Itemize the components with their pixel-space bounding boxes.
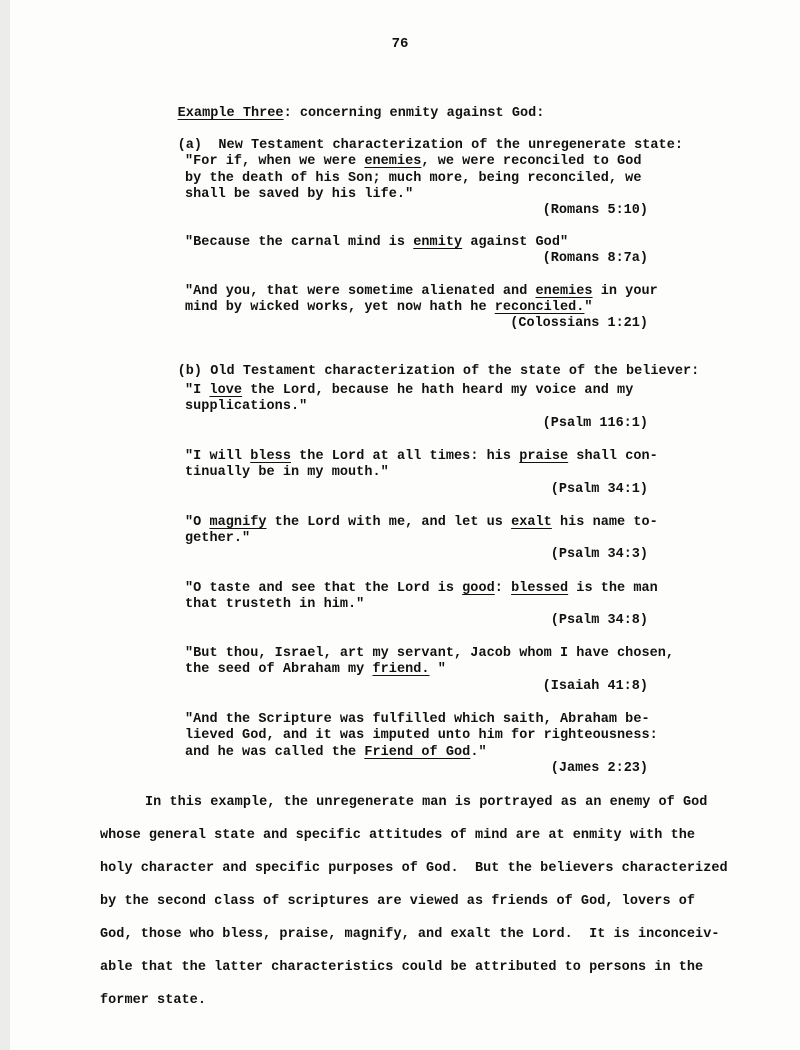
quote-text: the Lord, because he hath heard my voice and my bbox=[242, 383, 634, 398]
quote-text: ." bbox=[470, 745, 487, 760]
scripture-reference: (Psalm 34:1) bbox=[550, 482, 648, 497]
paragraph-line: by the second class of scriptures are viewed as friends of God, lovers of bbox=[100, 894, 696, 909]
quote-text: " bbox=[584, 300, 593, 315]
paragraph-line: former state. bbox=[100, 993, 206, 1008]
scripture-reference: (Romans 8:7a) bbox=[542, 251, 648, 266]
quote-text: : bbox=[494, 581, 512, 596]
quote-line: shall be saved by his life." bbox=[185, 187, 414, 202]
quote-line: supplications." bbox=[185, 399, 308, 414]
quote-text: "O taste and see that the Lord is bbox=[185, 581, 463, 596]
quote-line bbox=[185, 235, 568, 250]
quote-line bbox=[185, 449, 658, 464]
quote-line: "And the Scripture was fulfilled which saith, Abraham be- bbox=[185, 712, 650, 727]
quote-text: "And you, that were sometime alienated and bbox=[185, 284, 536, 299]
quote-text: and he was called the bbox=[185, 745, 365, 760]
quote-line bbox=[185, 662, 446, 677]
paragraph-line: God, those who bless, praise, magnify, and exalt the Lord. It is inconceiv- bbox=[100, 927, 720, 942]
quote-line bbox=[185, 745, 487, 760]
quote-line bbox=[185, 581, 658, 596]
quote-text: enmity bbox=[413, 235, 463, 250]
quote-text: friend. bbox=[372, 662, 430, 677]
paragraph-line: holy character and specific purposes of God. But the believers characterized bbox=[100, 861, 728, 876]
quote-text: the Lord with me, and let us bbox=[266, 515, 512, 530]
quote-line bbox=[185, 284, 658, 299]
quote-text: mind by wicked works, yet now hath he bbox=[185, 300, 495, 315]
quote-text: exalt bbox=[511, 515, 552, 530]
scripture-reference: (Psalm 34:3) bbox=[550, 547, 648, 562]
scripture-reference: (Isaiah 41:8) bbox=[542, 679, 648, 694]
quote-text: " bbox=[429, 662, 446, 677]
quote-line: "But thou, Israel, art my servant, Jacob whom I have chosen, bbox=[185, 646, 675, 661]
heading-rest: : concerning enmity against God: bbox=[283, 106, 545, 121]
quote-text: love bbox=[209, 383, 243, 398]
paragraph-line: able that the latter characteristics could be attributed to persons in the bbox=[100, 960, 704, 975]
quote-text: is the man bbox=[568, 581, 658, 596]
scripture-reference: (Psalm 116:1) bbox=[542, 416, 648, 431]
quote-text: praise bbox=[519, 449, 569, 464]
quote-text: blessed bbox=[511, 581, 569, 596]
quote-line: lieved God, and it was imputed unto him for righteousness: bbox=[185, 728, 658, 743]
section-b-marker: (b) bbox=[177, 364, 203, 379]
quote-text: enemies bbox=[364, 154, 422, 169]
quote-line: tinually be in my mouth." bbox=[185, 465, 389, 480]
quote-text: "Because the carnal mind is bbox=[185, 235, 414, 250]
quote-text: the seed of Abraham my bbox=[185, 662, 373, 677]
quote-text: Friend of God bbox=[364, 745, 471, 760]
quote-text: "For if, when we were bbox=[185, 154, 365, 169]
quote-text: his name to- bbox=[551, 515, 658, 530]
quote-text: the Lord at all times: his bbox=[290, 449, 520, 464]
quote-line bbox=[185, 515, 658, 530]
quote-text: magnify bbox=[209, 515, 267, 530]
quote-line: by the death of his Son; much more, being reconciled, we bbox=[185, 171, 642, 186]
quote-text: against God" bbox=[462, 235, 569, 250]
section-a-title: New Testament characterization of the unregenerate state: bbox=[218, 138, 684, 153]
quote-line: that trusteth in him." bbox=[185, 597, 365, 612]
quote-text: reconciled. bbox=[494, 300, 585, 315]
quote-line bbox=[185, 300, 593, 315]
heading-label: Example Three bbox=[177, 106, 284, 121]
quote-line: gether." bbox=[185, 531, 251, 546]
quote-text: good bbox=[462, 581, 495, 596]
quote-text: enemies bbox=[535, 284, 593, 299]
scripture-reference: (Romans 5:10) bbox=[542, 203, 648, 218]
quote-text: "I will bbox=[185, 449, 251, 464]
paragraph-line: whose general state and specific attitudes of mind are at enmity with the bbox=[100, 828, 696, 843]
quote-text: in your bbox=[592, 284, 658, 299]
quote-line bbox=[185, 383, 633, 398]
scripture-reference: (Colossians 1:21) bbox=[510, 316, 648, 331]
quote-text: , we were reconciled to God bbox=[421, 154, 642, 169]
page-number: 76 bbox=[391, 36, 409, 52]
scripture-reference: (Psalm 34:8) bbox=[550, 613, 648, 628]
scripture-reference: (James 2:23) bbox=[550, 761, 648, 776]
quote-text: shall con- bbox=[568, 449, 658, 464]
quote-text: "I bbox=[185, 383, 210, 398]
section-b-title: Old Testament characterization of the state of the believer: bbox=[210, 364, 700, 379]
section-a-marker: (a) bbox=[177, 138, 203, 153]
quote-text: "O bbox=[185, 515, 210, 530]
paragraph-line: In this example, the unregenerate man is portrayed as an enemy of God bbox=[145, 795, 708, 810]
quote-line bbox=[185, 154, 642, 169]
quote-text: bless bbox=[250, 449, 291, 464]
